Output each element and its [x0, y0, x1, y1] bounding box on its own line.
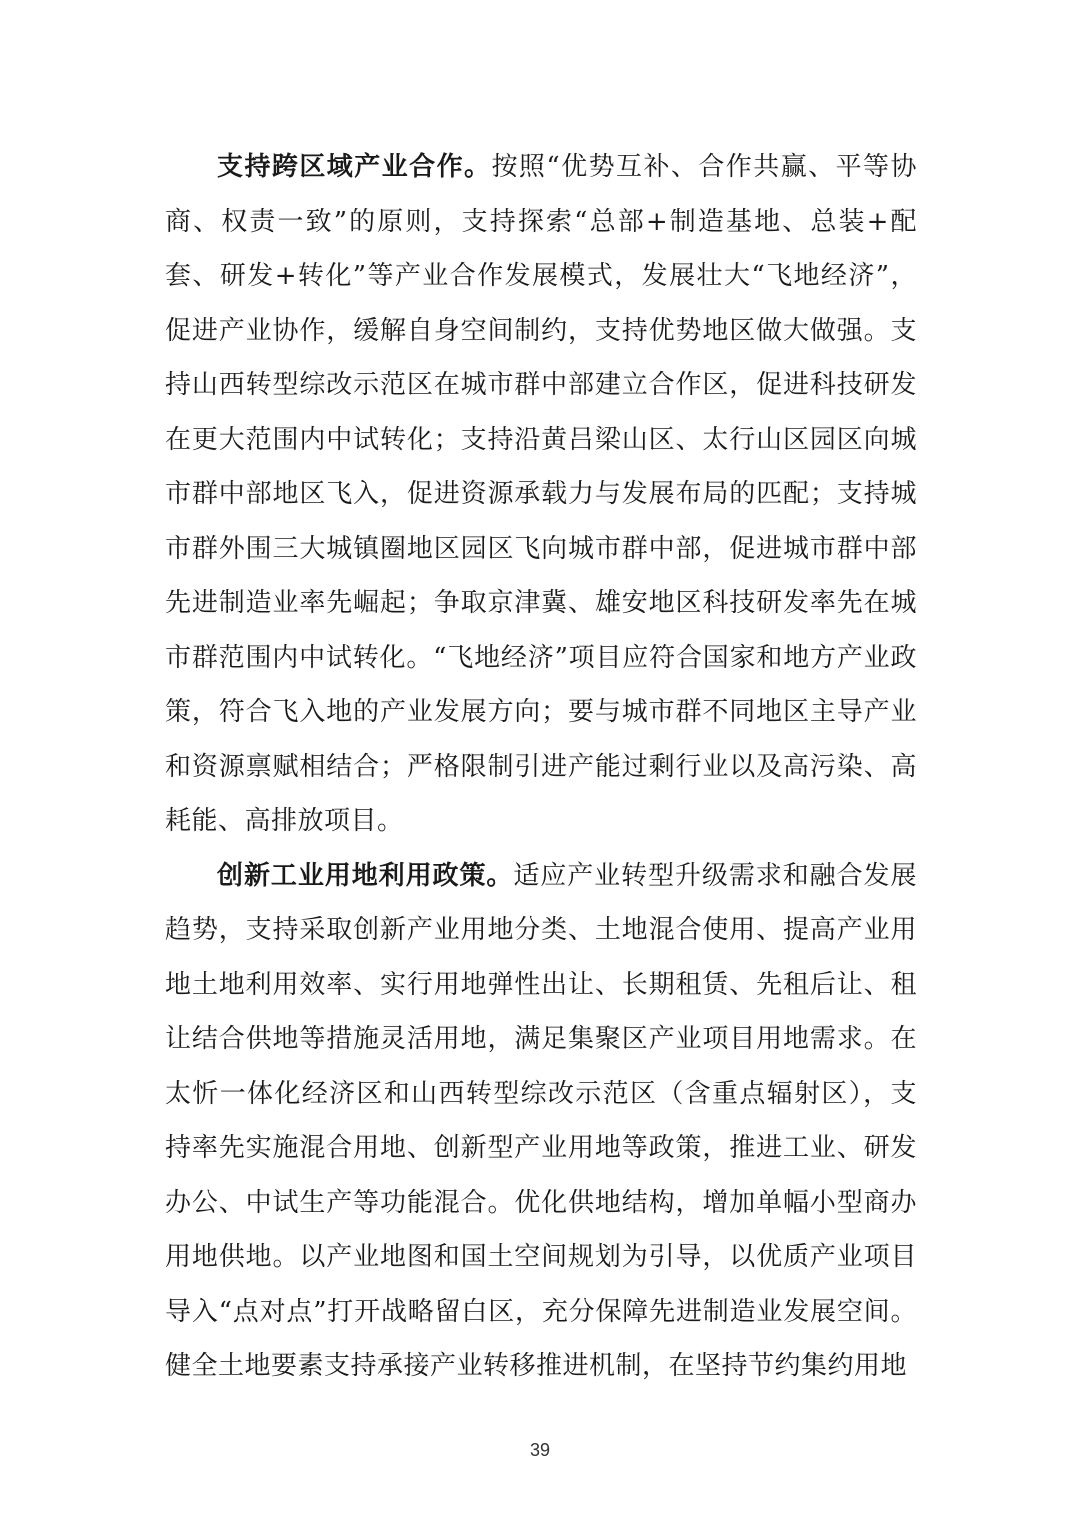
document-body [165, 140, 917, 1394]
paragraph-cross-region-cooperation [165, 140, 917, 849]
paragraph-heading: 支持跨区域产业合作。 [217, 152, 492, 182]
paragraph-text: 按照“优势互补、合作共赢、平等协商、权责一致”的原则，支持探索“总部+制造基地、总装+配套、研发+转化”等产业合作发展模式，发展壮大“飞地经济”，促进产业协作，缓解自身空间制约，支持优势地区做大做强。支持山西转型综改示范区在城市群中部建立合作区，促进科技研发在更大范围内中试转化；支持沿黄吕梁山区、太行山区园区向城市群中部地区飞入，促进资源承载力与发展布局的匹配；支持城市群外围三大城镇圈地区园区飞向城市群中部，促进城市群中部先进制造业率先崛起；争取京津冀、雄安地区科技研发率先在城市群范围内中试转化。“飞地经济”项目应符合国家和地方产业政策，符合飞入地的产业发展方向；要与城市群不同地区主导产业和资源禀赋相结合；严格限制引进产能过剩行业以及高污染、高耗能、高排放项目。 [165, 152, 917, 836]
paragraph-text: 适应产业转型升级需求和融合发展趋势，支持采取创新产业用地分类、土地混合使用、提高产业用地土地利用效率、实行用地弹性出让、长期租赁、先租后让、租让结合供地等措施灵活用地，满足集聚区产业项目用地需求。在太忻一体化经济区和山西转型综改示范区（含重点辐射区），支持率先实施混合用地、创新型产业用地等政策，推进工业、研发办公、中试生产等功能混合。优化供地结构，增加单幅小型商办用地供地。以产业地图和国土空间规划为引导，以优质产业项目导入“点对点”打开战略留白区，充分保障先进制造业发展空间。健全土地要素支持承接产业转移推进机制，在坚持节约集约用地 [165, 860, 917, 1381]
paragraph-heading: 创新工业用地利用政策。 [217, 860, 514, 891]
page-number: 39 [529, 1440, 551, 1460]
paragraph-industrial-land-policy [165, 849, 917, 1394]
